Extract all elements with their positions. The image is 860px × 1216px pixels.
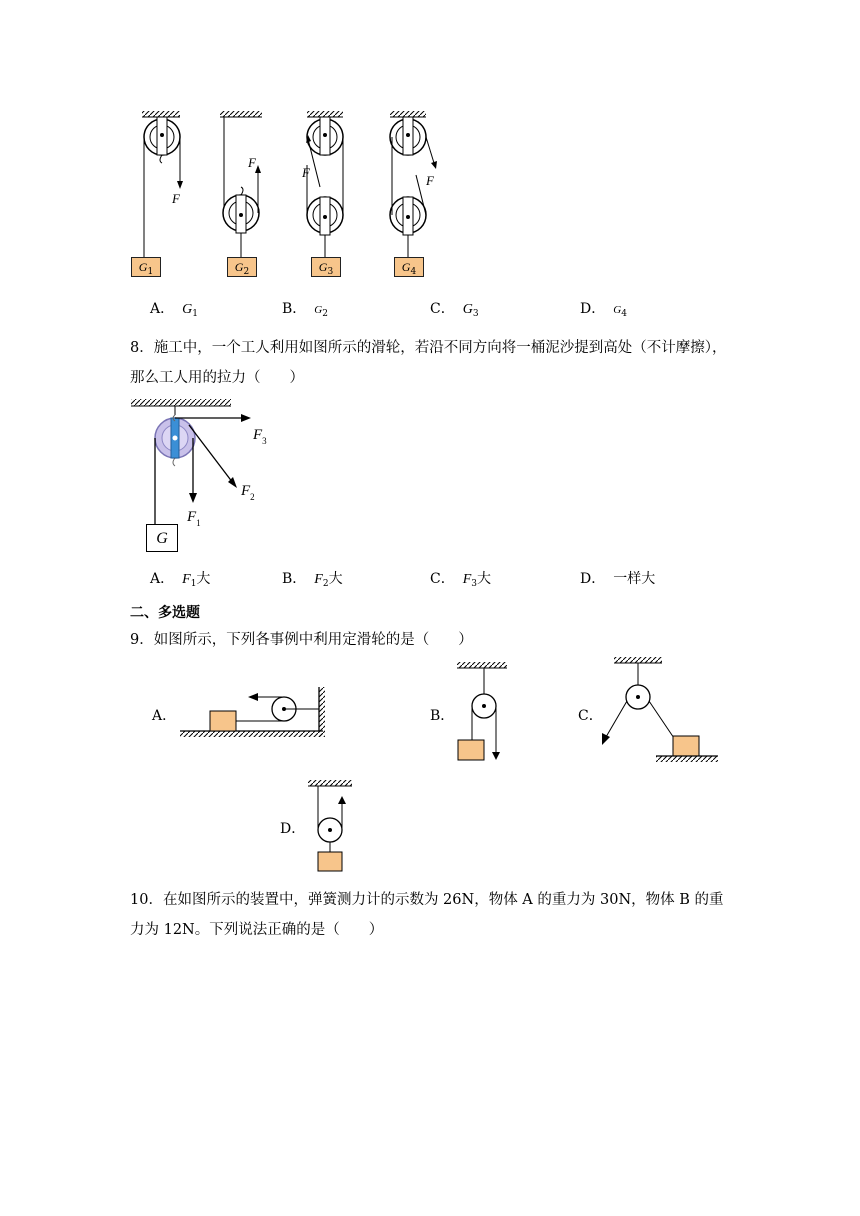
weight-box-g4: $G_4$ [394, 257, 424, 277]
q9-figure-d [303, 778, 358, 876]
q8-option-a[interactable]: A． $F_1$大 [150, 571, 211, 589]
q8-question-line2: 那么工人用的拉力（ ） [130, 370, 304, 386]
q9-option-d-label[interactable]: D． [280, 821, 306, 837]
q10-question-line2: 力为 12N。下列说法正确的是（ ） [130, 922, 384, 938]
q7-option-b[interactable]: B． $G_2$ [282, 301, 328, 319]
q7-fig2 [220, 111, 262, 257]
q7-option-d[interactable]: D． $G_4$ [580, 301, 627, 319]
q7-fig3 [301, 111, 343, 257]
q9-option-c-label[interactable]: C． [578, 708, 603, 724]
q9-option-b-label[interactable]: B． [430, 708, 455, 724]
force-label: F [172, 191, 180, 206]
q8-option-c[interactable]: C． $F_3$大 [430, 571, 492, 589]
section-title: 二、多选题 [130, 605, 200, 621]
q8-force-f2-label: $F_2$ [241, 483, 255, 502]
q8-option-d[interactable]: D． 一样大 [580, 571, 656, 587]
weight-box-g2: $G_2$ [227, 257, 257, 277]
q9-figure-c [598, 655, 723, 767]
q7-option-a[interactable]: A． $G_1$ [150, 301, 198, 319]
q8-force-f1-label: $F_1$ [187, 509, 201, 528]
force-label: F [426, 173, 434, 188]
q9-option-a-label[interactable]: A． [152, 708, 177, 724]
q9-figure-b [452, 660, 512, 765]
q9-question: 9．如图所示，下列各事例中利用定滑轮的是（ ） [130, 632, 473, 648]
q8-force-f3-label: $F_3$ [253, 427, 267, 446]
force-label: F [248, 155, 256, 170]
q7-fig4 [390, 111, 437, 257]
weight-box-g1: $G_1$ [131, 257, 161, 277]
weight-box-g3: $G_3$ [311, 257, 341, 277]
q7-fig1 [142, 111, 183, 257]
q9-figure-a [178, 683, 338, 743]
q8-option-b[interactable]: B． $F_2$大 [282, 571, 343, 589]
q7-option-c[interactable]: C． $G_3$ [430, 301, 479, 319]
force-label: F [302, 165, 310, 180]
q10-question-line1: 10．在如图所示的装置中，弹簧测力计的示数为 26N，物体 A 的重力为 30N，物体 B 的重 [130, 892, 724, 908]
q8-weight-box: G [146, 524, 178, 552]
q8-question-line1: 8．施工中，一个工人利用如图所示的滑轮，若沿不同方向将一桶泥沙提到高处（不计摩擦）， [130, 340, 727, 356]
